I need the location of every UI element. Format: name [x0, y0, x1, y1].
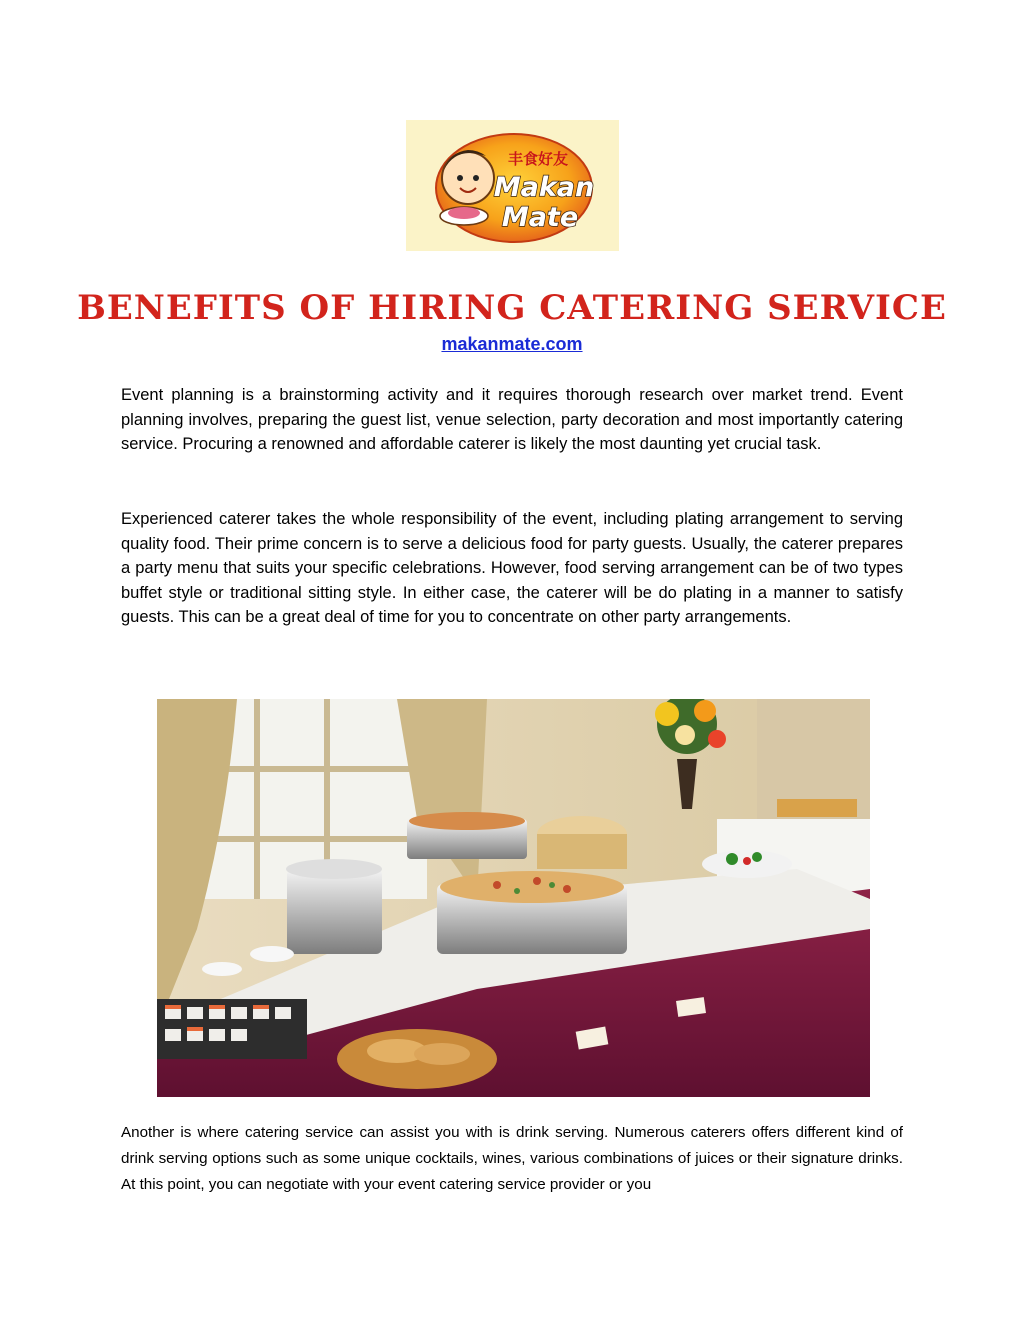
website-link[interactable]: makanmate.com: [441, 334, 583, 354]
makanmate-logo: [406, 120, 619, 251]
logo-chinese-text: 丰食好友: [507, 150, 569, 168]
logo-mate-text: Mate: [501, 202, 579, 233]
paragraph-intro: Event planning is a brainstorming activity and it requires thorough research over market trend. Event planning involves, preparing the guest list, venue selection, party decoration and most importantly catering service. Procuring a renowned and affordable caterer is likely the most daunting yet crucial task.: [121, 386, 903, 453]
buffet-photo: [157, 699, 870, 1097]
logo-makan-text: Makan: [493, 172, 595, 203]
page-title: BENEFITS OF HIRING CATERING SERVICE: [77, 288, 947, 328]
paragraph-drinks: Another is where catering service can assist you with is drink serving. Numerous caterers offers different kind of drink serving options such as some unique cocktails, wines, various combinations of juices or their signature drinks. At this point, you can negotiate with your event catering service provider or you: [121, 1124, 903, 1193]
paragraph-caterer: Experienced caterer takes the whole responsibility of the event, including plating arrangement to serving quality food. Their prime concern is to serve a delicious food for party guests. Usually, the caterer prepares a party menu that suits your specific celebrations. However, food serving arrangement can be of two types buffet style or traditional sitting style. In either case, the caterer will be do plating in a manner to satisfy guests. This can be a great deal of time for you to concentrate on other party arrangements.: [121, 510, 903, 626]
